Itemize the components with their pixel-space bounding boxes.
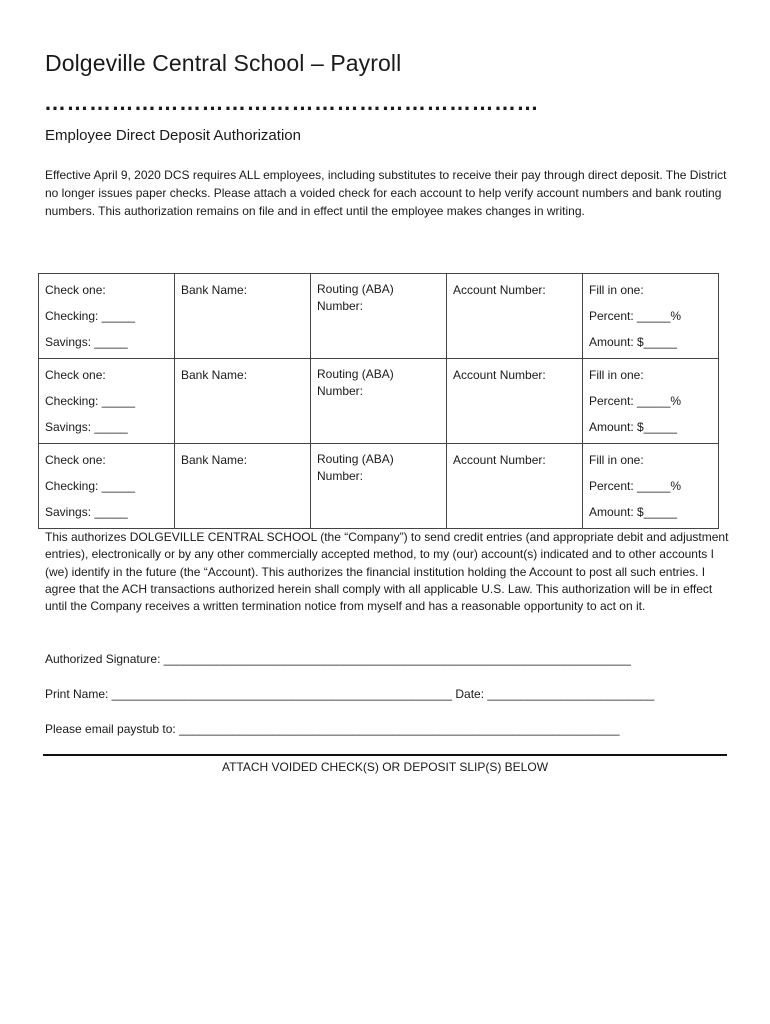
amount-field[interactable]: Amount: $_____ xyxy=(589,505,678,519)
amount-field[interactable]: Amount: $_____ xyxy=(589,420,678,434)
percent-field[interactable]: Percent: _____% xyxy=(589,479,682,493)
check-one-label: Check one: xyxy=(45,283,106,297)
authorization-paragraph: This authorizes DOLGEVILLE CENTRAL SCHOOL (the “Company”) to send credit entries (and appropriate debit and adjustment entries), electronically or by any other commercially accepted method, to my (our) account(s) indicated and to other accounts I (we) identify in the future (the “Account). This authorizes the financial institution holding the Account to post all such entries. I agree that the ACH transactions authorized herein shall comply with all applicable U.S. Law. This authorization will be in effect until the Company receives a written termination notice from myself and has a reasonable opportunity to act on it. xyxy=(45,530,729,614)
account-row xyxy=(39,359,719,444)
savings-option[interactable]: Savings: _____ xyxy=(45,420,128,434)
routing-number-label: Routing (ABA) Number: xyxy=(317,452,394,483)
amount-field[interactable]: Amount: $_____ xyxy=(589,335,678,349)
fill-in-one-label: Fill in one: xyxy=(589,283,644,297)
amount-cell[interactable] xyxy=(583,444,719,529)
section-divider xyxy=(43,754,727,756)
attach-check-note: ATTACH VOIDED CHECK(S) OR DEPOSIT SLIP(S) BELOW xyxy=(221,760,549,774)
bank-name-label: Bank Name: xyxy=(181,368,248,382)
account-type-cell[interactable] xyxy=(39,444,175,529)
percent-field[interactable]: Percent: _____% xyxy=(589,394,682,408)
bank-name-cell[interactable] xyxy=(175,274,311,359)
checking-option[interactable]: Checking: _____ xyxy=(45,394,136,408)
routing-number-cell[interactable] xyxy=(311,274,447,359)
bank-name-cell[interactable] xyxy=(175,359,311,444)
bank-name-label: Bank Name: xyxy=(181,283,248,297)
percent-field[interactable]: Percent: _____% xyxy=(589,309,682,323)
page-title: Dolgeville Central School – Payroll xyxy=(45,50,402,76)
account-number-label: Account Number: xyxy=(453,453,546,467)
account-number-cell[interactable] xyxy=(447,359,583,444)
bank-name-cell[interactable] xyxy=(175,444,311,529)
accounts-table xyxy=(38,273,719,529)
routing-number-label: Routing (ABA) Number: xyxy=(317,282,394,313)
form-subtitle: Employee Direct Deposit Authorization xyxy=(45,127,301,144)
check-one-label: Check one: xyxy=(45,368,106,382)
print-name-date-line[interactable]: Print Name: ___________________________________________________ Date: _________________________ xyxy=(45,687,655,701)
account-number-label: Account Number: xyxy=(453,368,546,382)
fill-in-one-label: Fill in one: xyxy=(589,368,644,382)
fill-in-one-label: Fill in one: xyxy=(589,453,644,467)
account-number-cell[interactable] xyxy=(447,274,583,359)
intro-paragraph: Effective April 9, 2020 DCS requires ALL employees, including substitutes to receive their pay through direct deposit. The District no longer issues paper checks. Please attach a voided check for each account to help verify account numbers and bank routing numbers. This authorization remains on file and in effect until the employee makes changes in writing. xyxy=(45,168,727,218)
email-paystub-line[interactable]: Please email paystub to: __________________________________________________________________ xyxy=(45,722,620,736)
savings-option[interactable]: Savings: _____ xyxy=(45,505,128,519)
routing-number-label: Routing (ABA) Number: xyxy=(317,367,394,398)
account-number-cell[interactable] xyxy=(447,444,583,529)
dotted-divider: ………………………………………………………… xyxy=(44,92,539,114)
account-row xyxy=(39,274,719,359)
routing-number-cell[interactable] xyxy=(311,444,447,529)
authorized-signature-line[interactable]: Authorized Signature: ______________________________________________________________________ xyxy=(45,652,631,666)
account-row xyxy=(39,444,719,529)
amount-cell[interactable] xyxy=(583,274,719,359)
amount-cell[interactable] xyxy=(583,359,719,444)
checking-option[interactable]: Checking: _____ xyxy=(45,309,136,323)
routing-number-cell[interactable] xyxy=(311,359,447,444)
account-number-label: Account Number: xyxy=(453,283,546,297)
account-type-cell[interactable] xyxy=(39,274,175,359)
check-one-label: Check one: xyxy=(45,453,106,467)
account-type-cell[interactable] xyxy=(39,359,175,444)
savings-option[interactable]: Savings: _____ xyxy=(45,335,128,349)
checking-option[interactable]: Checking: _____ xyxy=(45,479,136,493)
bank-name-label: Bank Name: xyxy=(181,453,248,467)
